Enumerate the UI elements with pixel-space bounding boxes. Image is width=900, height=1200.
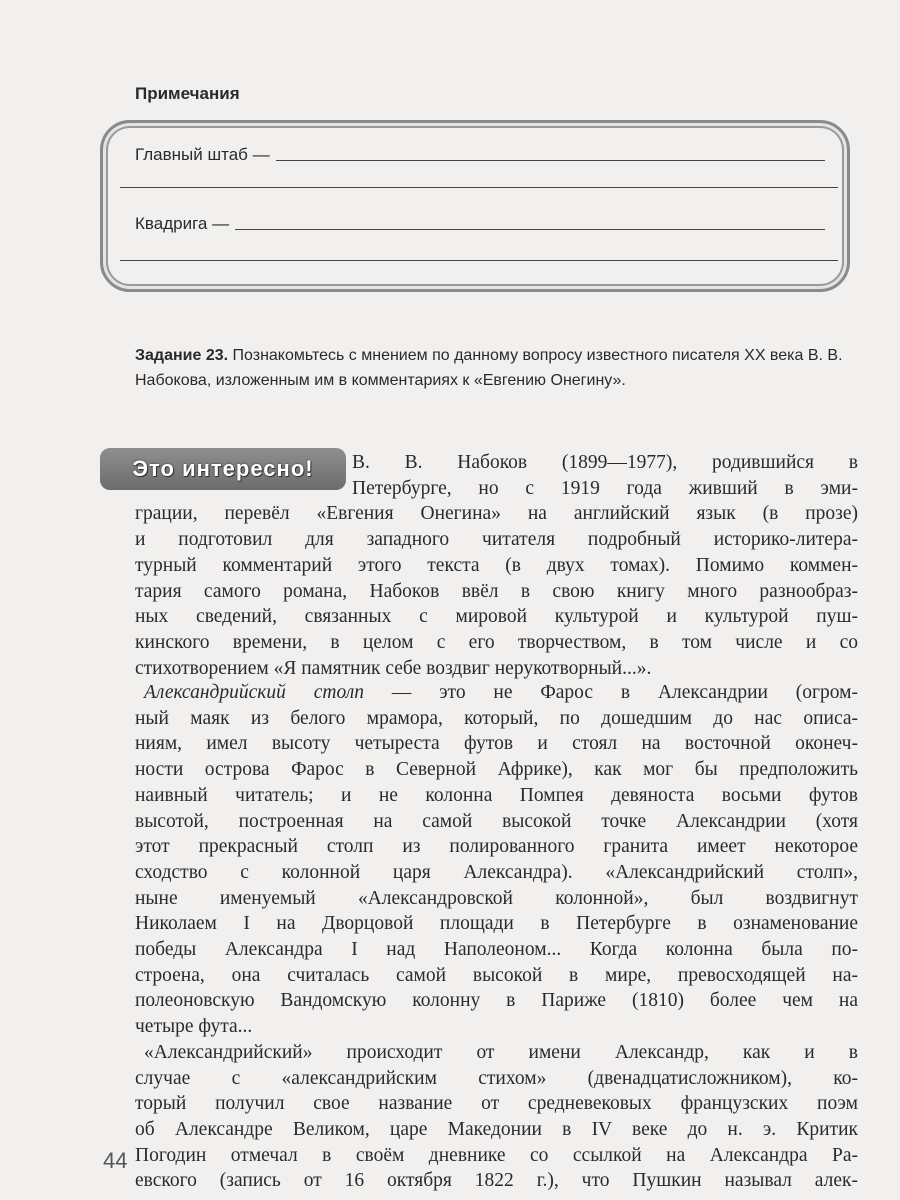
text-line: победы Александра I над Наполеоном... Когда колонна была по- <box>135 939 858 961</box>
task-text: Познакомьтесь с мнением по данному вопросу известного писателя XX века В. В. Набокова, изложенным им в комментариях к «Евгению Онегину». <box>135 347 843 389</box>
page-number: 44 <box>103 1148 128 1173</box>
quote-paragraph <box>135 680 858 1194</box>
task-label: Задание 23. <box>135 347 229 364</box>
notes-title: Примечания <box>135 84 240 103</box>
answer-line[interactable] <box>235 228 825 230</box>
text-line: и подготовил для западного читателя подробный историко-литера- <box>135 529 858 551</box>
text-line: евского (запись от 16 октября 1822 г.), что Пушкин называл алек- <box>135 1170 858 1192</box>
text-line: Николаем I на Дворцовой площади в Петербурге в ознаменование <box>135 913 858 935</box>
text-line-rest: — это не Фарос в Александрии (огром- <box>364 682 858 703</box>
text-line: высотой, построенная на самой высокой точке Александрии (хотя <box>135 810 858 832</box>
text-line: «Александрийский» происходит от имени Александр, как и в <box>144 1041 858 1063</box>
text-line: тария самого романа, Набоков ввёл в свою книгу много разнообраз- <box>135 580 858 602</box>
text-line: строена, она считалась самой высокой в мире, превосходящей на- <box>135 964 858 986</box>
interesting-badge: Это интересно! <box>100 448 346 490</box>
notes-term: Главный штаб — <box>135 145 270 164</box>
text-line: полеоновскую Вандомскую колонну в Париже (1810) более чем на <box>135 990 858 1012</box>
answer-line[interactable] <box>276 159 825 161</box>
text-line: ности острова Фарос в Северной Африке), как мог бы предположить <box>135 759 858 781</box>
quote-term: Александрийский столп <box>144 682 364 703</box>
text-line: ныне именуемый «Александровской колонной», был воздвигнут <box>135 887 858 909</box>
answer-line[interactable] <box>120 259 838 261</box>
text-line: торый получил свое название от средневековых французских поэм <box>135 1093 858 1115</box>
text-line: Петербурге, но с 1919 года живший в эми- <box>352 477 858 499</box>
text-line: кинского времени, в целом с его творчеством, в том числе и со <box>135 631 858 653</box>
notes-row-main-staff <box>135 145 825 165</box>
text-line: наивный читатель; и не колонна Помпея девяноста восьми футов <box>135 784 858 806</box>
text-line: ниям, имел высоту четыреста футов и стоял на восточной оконеч- <box>135 733 858 755</box>
notes-term: Квадрига — <box>135 214 230 233</box>
text-line: турный комментарий этого текста (в двух томах). Помимо коммен- <box>135 554 858 576</box>
text-line: В. В. Набоков (1899—1977), родившийся в <box>352 452 858 473</box>
text-line: случае с «александрийским стихом» (двенадцатисложником), ко- <box>135 1067 858 1089</box>
text-line: стихотворением «Я памятник себе воздвиг нерукотворный...». <box>135 657 652 679</box>
text-line: этот прекрасный столп из полированного гранита имеет некоторое <box>135 836 858 858</box>
text-line <box>144 680 858 706</box>
text-line: сходство с колонной царя Александра). «Александрийский столп», <box>135 861 858 883</box>
answer-line[interactable] <box>120 186 838 188</box>
intro-paragraph <box>135 450 858 681</box>
task-23 <box>135 344 860 393</box>
text-line: ных сведений, связанных с мировой культурой и культурой пуш- <box>135 606 858 628</box>
text-line: грации, перевёл «Евгения Онегина» на английский язык (в прозе) <box>135 503 858 525</box>
notes-row-quadriga <box>135 214 825 234</box>
text-line: ный маяк из белого мрамора, который, по дошедшим до нас описа- <box>135 707 858 729</box>
text-line: об Александре Великом, царе Македонии в IV веке до н. э. Критик <box>135 1118 858 1140</box>
text-line: Погодин отмечал в своём дневнике со ссылкой на Александра Ра- <box>135 1144 858 1166</box>
text-line: четыре фута... <box>135 1016 253 1038</box>
